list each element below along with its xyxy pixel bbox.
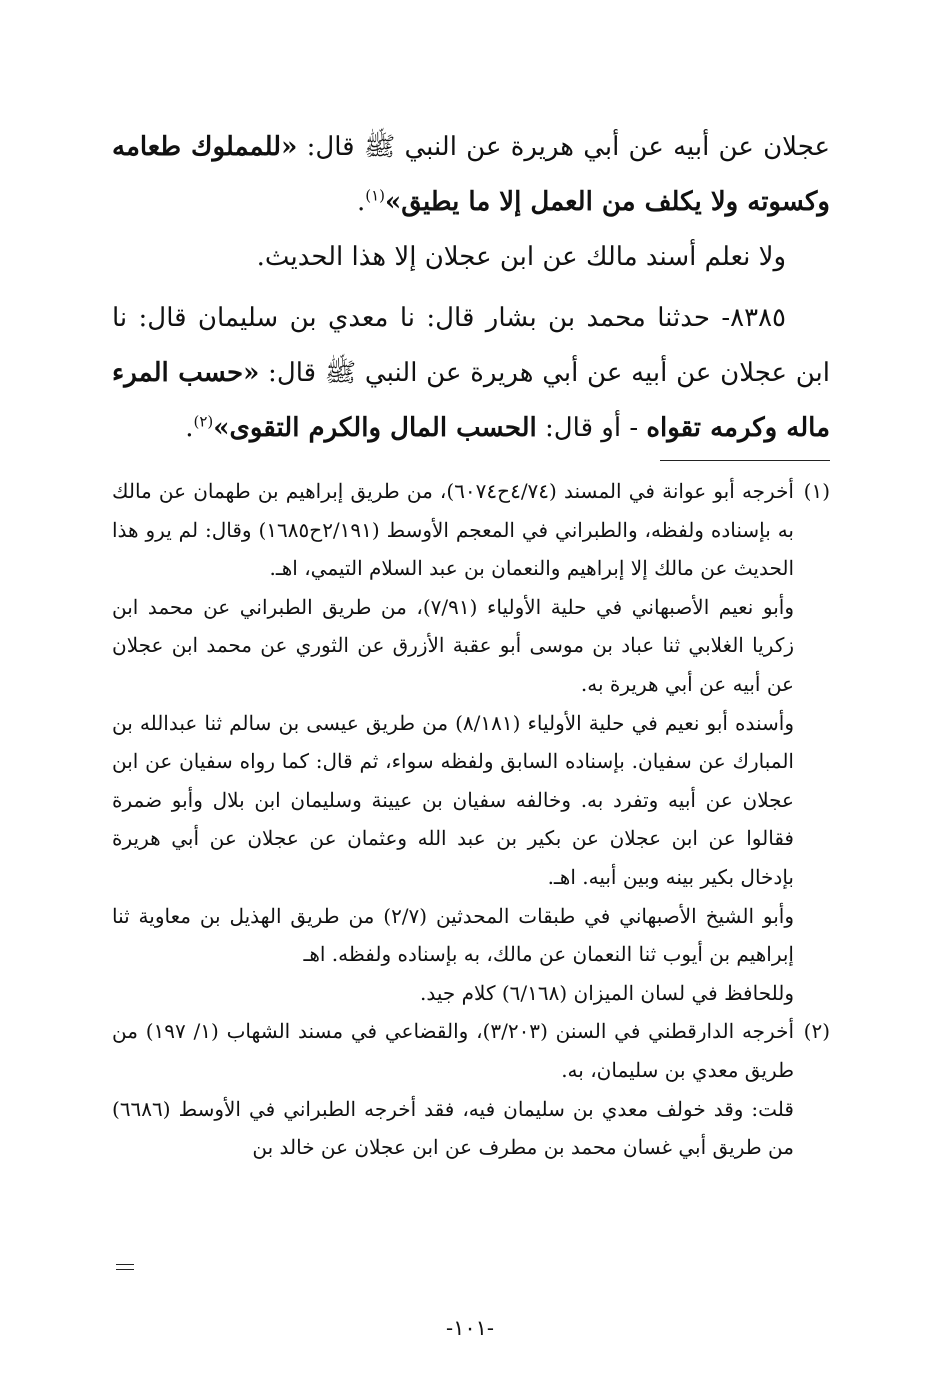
page-number: -١٠١-: [445, 1316, 495, 1340]
footnote-2: [112, 1012, 830, 1166]
hadith-quote: «حسب المرء ماله وكرمه تقواه: [112, 358, 830, 443]
hadith-paragraph-1: عجلان عن أبيه عن أبي هريرة عن النبي ﷺ قال: «للمملوك طعامه وكسوته ولا يكلف من العمل إلا ما يطيق»$^{(١)}$.: [112, 132, 830, 217]
footnote-number: (٢): [803, 1019, 830, 1044]
footnote-1: [112, 472, 830, 1012]
footnote-paragraph: أخرجه أبو عوانة في المسند (٤/٧٤ح٦٠٧٤)، من طريق إبراهيم بن طهمان عن مالك به بإسناده ولفظه، والطبراني في المعجم الأوسط (٢/١٩١ح١٦٨٥) وقال: لم يرو هذا الحديث عن مالك إلا إبراهيم والنعمان بن عبد السلام التيمي، اهـ.: [112, 479, 794, 581]
hadith-quote: الحسب المال والكرم التقوى»: [213, 413, 537, 443]
hadith-paragraph-2: ٨٣٨٥- حدثنا محمد بن بشار قال: نا معدي بن سليمان قال: نا ابن عجلان عن أبيه عن أبي هريرة عن النبي ﷺ قال: «حسب المرء ماله وكرمه تقواه - أو قال: الحسب المال والكرم التقوى»$^{(٢)}$.: [112, 303, 830, 443]
footnote-paragraph: وأبو الشيخ الأصبهاني في طبقات المحدثين (٢/٧) من طريق الهذيل بن معاوية ثنا إبراهيم بن أيوب ثنا النعمان عن مالك، به بإسناده ولفظه. اهـ: [112, 903, 794, 967]
footnote-paragraph: قلت: وقد خولف معدي بن سليمان فيه، فقد أخرجه الطبراني في الأوسط (٦٦٨٦) من طريق أبي غسان محمد بن مطرف عن ابن عجلان عن خالد بن: [112, 1096, 794, 1160]
footnote-paragraph: وأسنده أبو نعيم في حلية الأولياء (٨/١٨١) من طريق عيسى بن سالم ثنا عبدالله بن المبارك عن سفيان. بإسناده السابق ولفظه سواء، ثم قال: كما رواه سفيان عن ابن عجلان عن أبيه وتفرد به. وخالفه سفيان بن عيينة وسليمان ابن بلال وأبو ضمرة فقالوا عن ابن عجلان عن بكير بن عبد الله وعثمان عن عجلان عن أبي هريرة بإدخال بكير بينه وبين أبيه. اهـ.: [112, 710, 794, 889]
continuation-mark: [116, 1264, 134, 1270]
footnote-paragraph: وأبو نعيم الأصبهاني في حلية الأولياء (٧/٩١)، من طريق الطبراني عن محمد ابن زكريا الغلابي ثنا عباد بن موسى أبو عقبة الأزرق عن الثوري عن محمد ابن عجلان عن أبيه عن أبي هريرة به.: [112, 594, 794, 696]
footnote-separator: [660, 460, 830, 461]
footnote-paragraph: وللحافظ في لسان الميزان (٦/١٦٨) كلام جيد.: [420, 980, 794, 1005]
footnote-number: (١): [803, 479, 830, 503]
footnotes: [112, 472, 830, 1167]
comment-paragraph: ولا نعلم أسند مالك عن ابن عجلان إلا هذا الحديث.: [256, 242, 786, 272]
footnote-ref-1[interactable]: (١): [365, 186, 386, 205]
main-text: [112, 120, 830, 456]
footnote-ref-2[interactable]: (٢): [193, 412, 214, 431]
footnote-paragraph: أخرجه الدارقطني في السنن (٣/٢٠٣)، والقضاعي في مسند الشهاب (١/ ١٩٧) من طريق معدي بن سليمان، به.: [112, 1019, 794, 1082]
hadith-quote: «للمملوك طعامه وكسوته ولا يكلف من العمل إلا ما يطيق»: [112, 132, 830, 217]
